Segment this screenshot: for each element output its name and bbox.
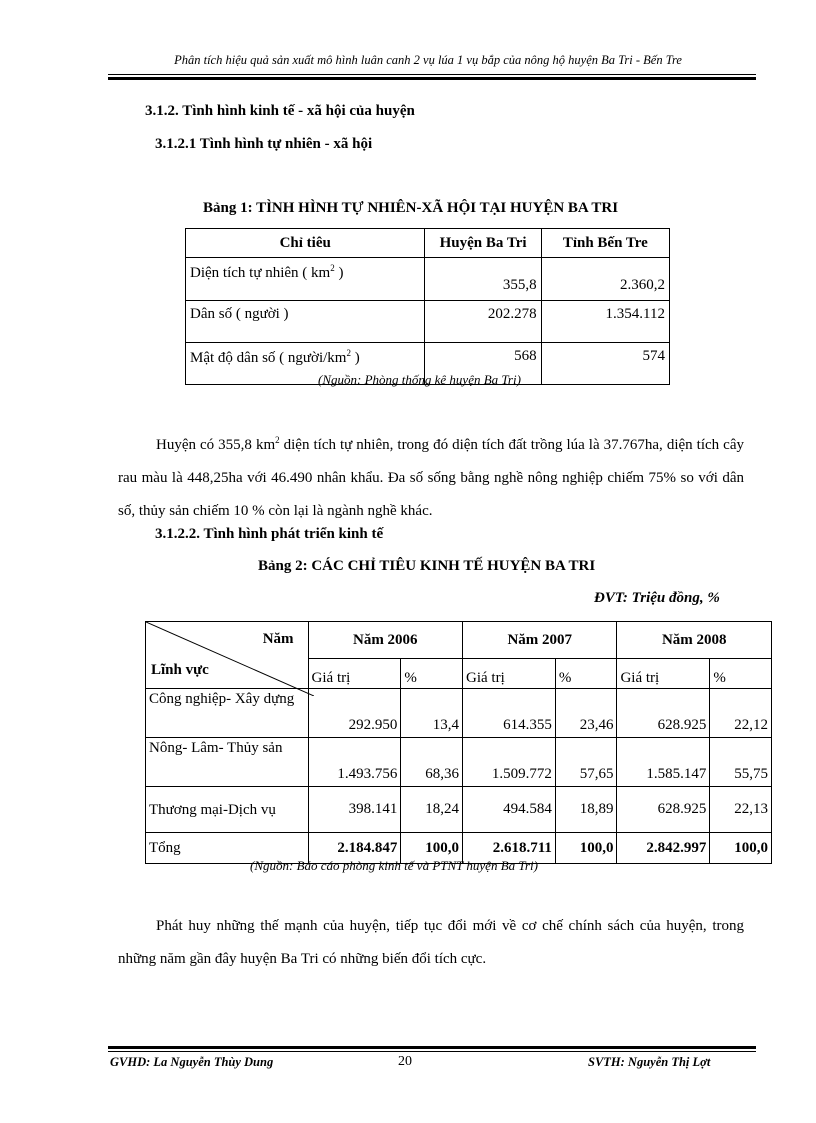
table-row bbox=[146, 787, 772, 833]
table-header-row bbox=[186, 229, 670, 258]
cell-percent: 68,36 bbox=[401, 738, 463, 787]
footer-rule-thick bbox=[108, 1046, 756, 1049]
table-natural-social bbox=[185, 228, 670, 385]
subheader-value: Giá trị bbox=[617, 659, 710, 689]
heading-3-1-2-1: 3.1.2.1 Tình hình tự nhiên - xã hội bbox=[155, 136, 373, 152]
cell-percent: 22,12 bbox=[710, 689, 772, 738]
table2-source: (Nguồn: Báo cáo phòng kinh tế và PTNT huyện Ba Tri) bbox=[250, 858, 538, 873]
row-label-total: Tổng bbox=[146, 833, 309, 864]
cell-total-value: 2.184.847 bbox=[308, 833, 401, 864]
col-header-indicator: Chỉ tiêu bbox=[186, 229, 425, 258]
paragraph-development: Phát huy những thế mạnh của huyện, tiếp tục đổi mới về cơ chế chính sách của huyện, trong những năm gần đây huyện Ba Tri có những biến đổi tích cực. bbox=[118, 918, 744, 967]
cell-value: 355,8 bbox=[425, 258, 541, 301]
footer-student: SVTH: Nguyễn Thị Lợt bbox=[588, 1055, 711, 1069]
cell-value: 1.509.772 bbox=[463, 738, 556, 787]
cell-percent: 55,75 bbox=[710, 738, 772, 787]
cell-percent: 22,13 bbox=[710, 787, 772, 833]
cell-total-value: 2.618.711 bbox=[463, 833, 556, 864]
corner-sector-label: Lĩnh vực bbox=[151, 662, 209, 678]
row-label: Thương mại-Dịch vụ bbox=[146, 787, 309, 833]
subheader-value: Giá trị bbox=[463, 659, 556, 689]
cell-value: 574 bbox=[541, 343, 669, 385]
cell-total-percent: 100,0 bbox=[710, 833, 772, 864]
cell-percent: 18,24 bbox=[401, 787, 463, 833]
table-header-row bbox=[146, 622, 772, 659]
header-rule-thin bbox=[108, 74, 756, 75]
cell-value: 628.925 bbox=[617, 787, 710, 833]
cell-total-percent: 100,0 bbox=[401, 833, 463, 864]
cell-value: 292.950 bbox=[308, 689, 401, 738]
row-label: Diện tích tự nhiên ( $km^2$ ) bbox=[186, 258, 425, 301]
cell-total-percent: 100,0 bbox=[555, 833, 617, 864]
cell-percent: 13,4 bbox=[401, 689, 463, 738]
subheader-percent: % bbox=[710, 659, 772, 689]
table-row bbox=[186, 258, 670, 301]
col-header-ba-tri: Huyện Ba Tri bbox=[425, 229, 541, 258]
cell-value: 398.141 bbox=[308, 787, 401, 833]
cell-percent: 57,65 bbox=[555, 738, 617, 787]
footer-rule-thin bbox=[108, 1051, 756, 1052]
row-label: Mật độ dân số ( người/$km^2$ ) bbox=[186, 343, 425, 385]
paragraph-natural: Huyện có 355,8 $km^2$ diện tích tự nhiên, trong đó diện tích đất trồng lúa là 37.767ha, diện tích cây rau màu là 448,25ha với 46.490 nhân khẩu. Đa số sống bằng nghề nông nghiệp chiếm 75% so với dân số, thủy sản chiếm 10 % còn lại là ngành nghề khác. bbox=[118, 435, 744, 519]
footer-supervisor: GVHD: La Nguyễn Thùy Dung bbox=[110, 1055, 274, 1069]
cell-value: 202.278 bbox=[425, 301, 541, 343]
cell-value: 1.493.756 bbox=[308, 738, 401, 787]
cell-value: 1.354.112 bbox=[541, 301, 669, 343]
cell-value: 2.360,2 bbox=[541, 258, 669, 301]
row-label: Dân số ( người ) bbox=[186, 301, 425, 343]
table1-caption: Bảng 1: TÌNH HÌNH TỰ NHIÊN-XÃ HỘI TẠI HUYỆN BA TRI bbox=[203, 200, 619, 216]
cell-value: 628.925 bbox=[617, 689, 710, 738]
cell-percent: 18,89 bbox=[555, 787, 617, 833]
subheader-percent: % bbox=[401, 659, 463, 689]
cell-value: 494.584 bbox=[463, 787, 556, 833]
subheader-percent: % bbox=[555, 659, 617, 689]
table2-unit: ĐVT: Triệu đồng, % bbox=[594, 590, 720, 606]
table-economic-indicators bbox=[145, 621, 772, 864]
table2-caption: Bảng 2: CÁC CHỈ TIÊU KINH TẾ HUYỆN BA TRI bbox=[258, 558, 596, 574]
table-row bbox=[146, 738, 772, 787]
subheader-value: Giá trị bbox=[308, 659, 401, 689]
col-header-ben-tre: Tỉnh Bến Tre bbox=[541, 229, 669, 258]
page-number: 20 bbox=[398, 1054, 412, 1069]
table-row bbox=[186, 301, 670, 343]
corner-header-cell bbox=[146, 622, 309, 689]
heading-3-1-2: 3.1.2. Tình hình kinh tế - xã hội của huyện bbox=[145, 103, 415, 119]
table1-source: (Nguồn: Phòng thống kê huyện Ba Tri) bbox=[318, 372, 521, 387]
cell-value: 1.585.147 bbox=[617, 738, 710, 787]
cell-percent: 23,46 bbox=[555, 689, 617, 738]
heading-3-1-2-2: 3.1.2.2. Tình hình phát triển kinh tế bbox=[155, 526, 384, 542]
col-header-2008: Năm 2008 bbox=[617, 622, 772, 659]
cell-value: 568 bbox=[425, 343, 541, 385]
page-header: Phân tích hiệu quả sản xuất mô hình luân canh 2 vụ lúa 1 vụ bắp của nông hộ huyện Ba Tri - Bến Tre bbox=[174, 53, 682, 67]
corner-year-label: Năm bbox=[262, 631, 294, 647]
row-label: Nông- Lâm- Thủy sản bbox=[146, 738, 309, 787]
header-rule-thick bbox=[108, 77, 756, 80]
col-header-2007: Năm 2007 bbox=[463, 622, 617, 659]
cell-value: 614.355 bbox=[463, 689, 556, 738]
col-header-2006: Năm 2006 bbox=[308, 622, 462, 659]
cell-total-value: 2.842.997 bbox=[617, 833, 710, 864]
row-label: Công nghiệp- Xây dựng bbox=[146, 689, 309, 738]
